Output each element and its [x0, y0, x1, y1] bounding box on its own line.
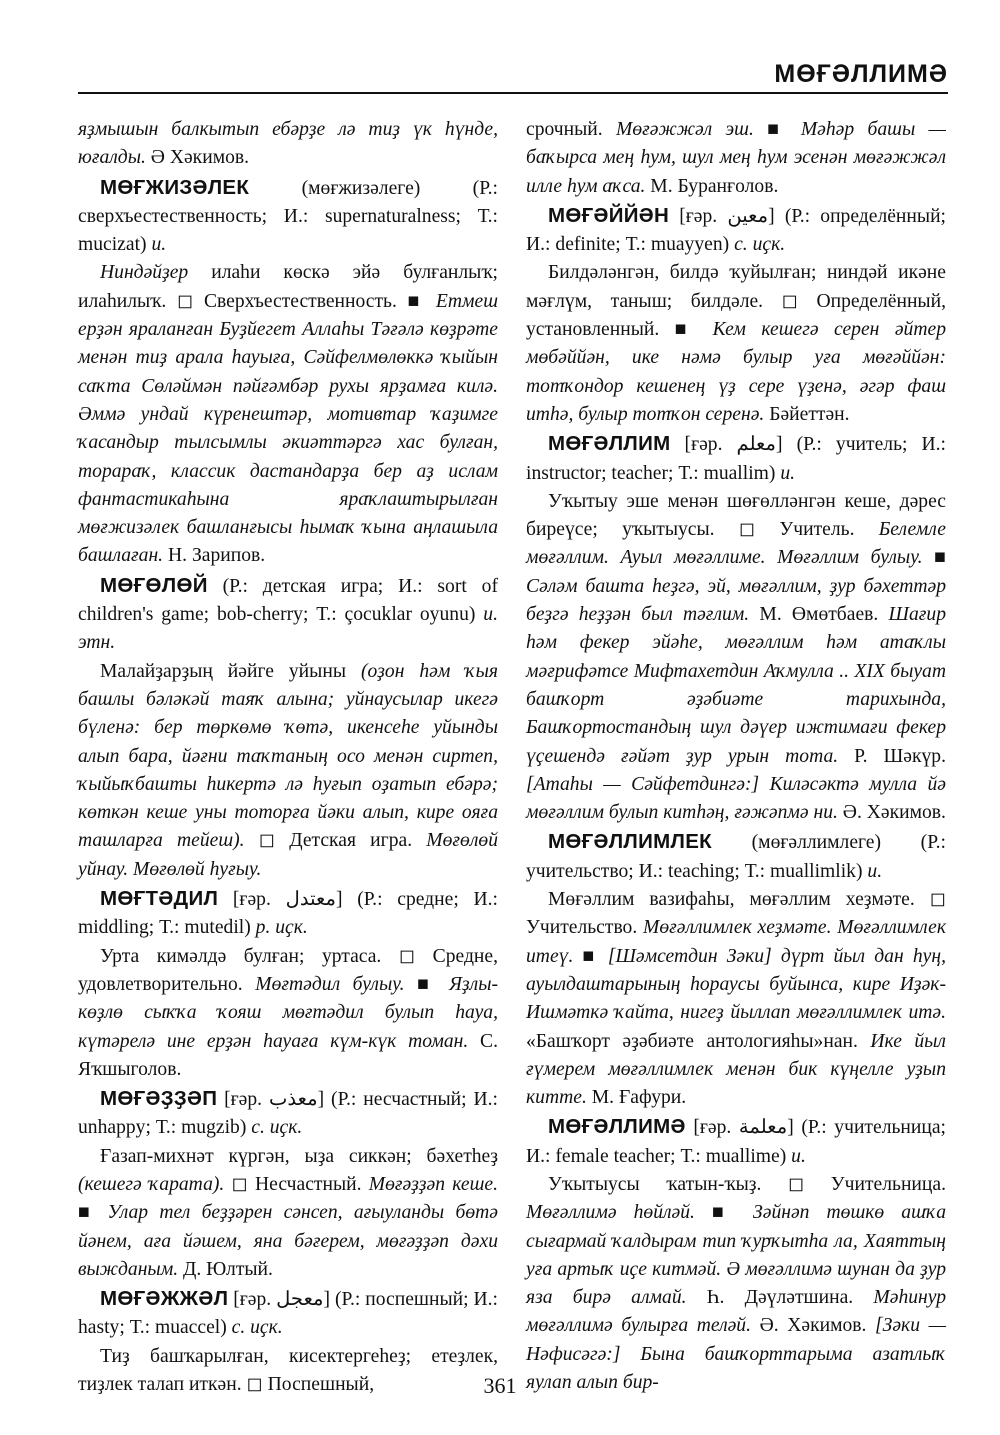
- headword: МӨҒӘЛЛИМ: [548, 432, 671, 456]
- headword: МӨҒТӘДИЛ: [100, 887, 219, 911]
- dictionary-entry-head: МӨҒӨЛӨЙ (Р.: детская игра; И.: sort of children's game; bob-cherry; Т.: çocuklar oyunu) и. этн.: [78, 573, 498, 654]
- definition-paragraph: Уҡытыусы ҡатын-ҡыҙ. ◻ Учительница. Мөғәллимә һөйләй. ■ Зәйнәп төшкө ашҡа сығармай ҡалдырам тип ҡурҡытһа ла, Хаяттың уға артыҡ иҫе китмәй. Ә мөғәллимә шунан да ҙур яза бирә алмай. Һ. Дәүләтшина. Мәһинур мөғәллимә булырға теләй. Ә. Хәкимов. [Зәки — Нәфисәгә:] Бына башҡорттарыма азатлыҡ яулап алып бир-: [526, 1173, 947, 1394]
- headword: МӨҒЖИЗӘЛЕК: [100, 175, 250, 199]
- dictionary-entry-head: МӨҒӘҘҘӘП [ғәр. معذب] (Р.: несчастный; И.: unhappy; Т.: mugzib) с. иҫк.: [78, 1087, 498, 1139]
- definition-paragraph: Урта кимәлдә булған; уртаса. ◻ Средне, удовлетворительно. Мөғтәдил булыу. ■ Яҙлы-көҙлө сыҡҡа ҡояш мөғтәдил булып һауа, күтәрелә ине ерҙән һауаға күм-күк томан. С. Яҡшыголов.: [78, 945, 499, 1080]
- definition-paragraph: Малайҙарҙың йәйге уйыны (оҙон һәм ҡыя башлы бәләкәй таяҡ алына; уйнаусылар икегә бүленә: бер төркөмө ҡөтә, икенсеһе уйынды алып бара, йәғни таҡтаның осо менән сиртеп, ҡыйыҡбашты һикертә лә һуғып оҙатып ебәрә; көткән кеше уны тоторға йәки алып, кире ояға ташларға тейеш). ◻ Детская игра. Мөғөлөй уйнау. Мөғөлөй һуғыу.: [78, 660, 499, 880]
- definition-paragraph: Билдәләнгән, билдә ҡуйылған; ниндәй икәне мәғлүм, таныш; билдәле. ◻ Определённый, установленный. ■ Кем кешегә серен әйтер мөбәййән, ике нәмә булыр уға мөғәййән: тотҡондор кешенең үҙ сере үҙенә, әгәр фаш итһә, булыр тотҡон серенә. Бәйеттән.: [526, 262, 946, 425]
- header-rule: [78, 92, 948, 94]
- headword: МӨҒӘЙЙӘН: [548, 203, 670, 227]
- headword: МӨҒӘЛЛИМЛЕК: [548, 830, 712, 854]
- dictionary-entry-head: МӨҒӘЛЛИМ [ғәр. معلم] (Р.: учитель; И.: instructor; teacher; Т.: muallim) и.: [526, 432, 946, 484]
- dictionary-entry-head: МӨҒТӘДИЛ [ғәр. معتدل] (Р.: средне; И.: middling; Т.: mutedil) р. иҫк.: [78, 887, 498, 939]
- page-number: 361: [483, 1373, 517, 1398]
- left-column: [78, 116, 498, 1399]
- headword: МӨҒӘЛЛИМӘ: [548, 1115, 686, 1139]
- dictionary-entry-head: МӨҒӘЖЖӘЛ [ғәр. معجل] (Р.: поспешный; И.: hasty; Т.: muaccel) с. иҫк.: [78, 1287, 498, 1339]
- continued-text: срочный. Мөғәжжәл эш. ■ Мәһәр башы — баҡырса мең һум, шул мең һум эсенән мөғәжжәл илле һум аҡса. М. Буранғолов.: [526, 119, 946, 197]
- definition-paragraph: Ғазап-михнәт күргән, ыҙа сиккән; бәхетһеҙ (кешегә ҡарата). ◻ Несчастный. Мөғәҙҙәп кеше. ■ Улар тел беҙҙәрен сәнсеп, ағыуланды бөтә йәнем, аға йәшем, яна бәғерем, мөғәҙҙәп дәхи выжданым. Д. Юлтый.: [78, 1145, 498, 1280]
- dictionary-entry-head: МӨҒӘЙЙӘН [ғәр. معين] (Р.: определённый; И.: definite; Т.: muayyen) с. иҫк.: [526, 203, 946, 256]
- right-column: [526, 116, 946, 1397]
- dictionary-entry-head: МӨҒӘЛЛИМӘ [ғәр. معلمة] (Р.: учительница; И.: female teacher; Т.: muallime) и.: [526, 1115, 946, 1167]
- headword: МӨҒӨЛӨЙ: [100, 573, 208, 597]
- dictionary-entry-head: МӨҒӘЛЛИМЛЕК (мөғәллимлеге) (Р.: учительство; И.: teaching; Т.: muallimlik) и.: [526, 830, 946, 882]
- continued-text: яҙмышын балкытып ебәрҙе лә тиҙ үк һүнде, юғалды. Ә Хәкимов.: [78, 119, 498, 169]
- definition-paragraph: Тиҙ башҡарылған, кисектергеһеҙ; етеҙлек, тиҙлек талап иткән. ◻ Поспешный,: [78, 1345, 498, 1396]
- definition-paragraph: Ниндәйҙер илаһи көскә эйә булғанлыҡ; илаһилыҡ. ◻ Сверхъестественность. ■ Етмеш ерҙән яраланған Буҙйегет Аллаһы Тәғәлә көҙрәте менән тиҙ арала һауыға, Сәйфелмөлөккә ҡыйын саҡта Сөләймән пәйғәмбәр рухы ярҙамға килә. Әммә ундай күренештәр, мотивтар ҡаҙимге ҡасандыр тылсымлы әкиәттәргә хас булған, торараҡ, классик дастандарҙа бер аҙ ислам фантастикаһына яраҡлаштырылған мөғжизәлек башланғысы һымаҡ ҡына аңлашыла башлаған. Н. Зарипов.: [78, 262, 498, 567]
- definition-paragraph: Уҡытыу эше менән шөғөлләнгән кеше, дәрес биреүсе; уҡытыусы. ◻ Учитель. Белемле мөғәллим. Ауыл мөғәллиме. Мөғәллим булыу. ■ Сәләм башта һеҙгә, эй, мөғәллим, ҙур бәхеттәр беҙгә һеҙҙән был тәғлим. М. Өмөтбаев. Шағир һәм фекер эйәһе, мөғәллим һәм атаҡлы мәғрифәтсе Мифтахетдин Аҡмулла .. XIX быуат башҡорт әҙәбиәте тарихында, Башҡортостандың шул дәүер ижтимағи фекер үҫешендә ғәйәт ҙур урын тота. Р. Шәкүр. [Атаһы — Сәйфетдингә:] Киләсәктә мулла йә мөғәллим булып китһәң, ғәжәпмә ни. Ә. Хәкимов.: [526, 490, 947, 824]
- definition-paragraph: Мөғәллим вазифаһы, мөғәллим хеҙмәте. ◻ Учительство. Мөғәллимлек хеҙмәте. Мөғәллимлек итеү. ■ [Шәмсетдин Зәки] дүрт йыл дан һуң, ауылдаштарының һораусы буйынса, кире Иҙәк-Ишмәткә ҡайта, нигеҙ йыллап мөғәллимлек итә. «Башҡорт әҙәбиәте антологияһы»нан. Ике йыл ғүмерем мөғәллимлек менән бик күңелле уҙып китте. М. Ғафури.: [526, 889, 946, 1109]
- running-head: МӨҒӘЛЛИМӘ: [774, 60, 948, 88]
- dictionary-entry-head: МӨҒЖИЗӘЛЕК (мөғжизәлеге) (Р.: сверхъестественность; И.: supernaturalness; Т.: mucizat) и.: [78, 175, 498, 256]
- headword: МӨҒӘҘҘӘП: [100, 1087, 218, 1111]
- headword: МӨҒӘЖЖӘЛ: [100, 1287, 229, 1311]
